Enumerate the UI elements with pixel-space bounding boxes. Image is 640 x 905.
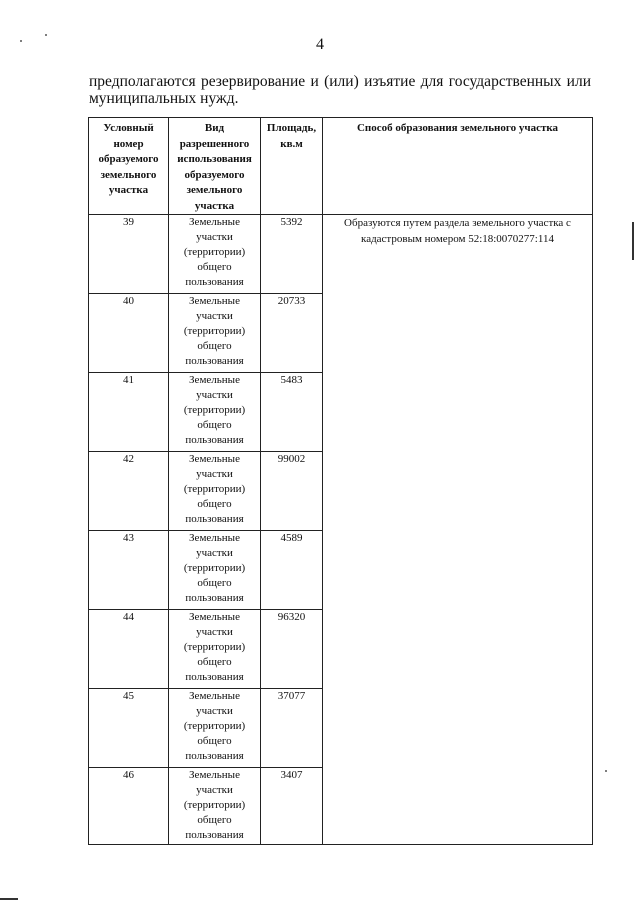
permitted-use-line: пользования — [185, 355, 244, 367]
table-body — [89, 215, 593, 845]
area-cell: 3407 — [261, 768, 323, 845]
area-cell: 5392 — [261, 215, 323, 294]
permitted-use-line: общего — [197, 735, 232, 747]
permitted-use-cell — [169, 373, 261, 452]
permitted-use-line: (территории) — [183, 325, 246, 337]
permitted-use-cell — [169, 610, 261, 689]
permitted-use-line: пользования — [185, 750, 244, 762]
parcel-number-cell: 42 — [89, 452, 169, 531]
scan-edge-mark — [0, 898, 18, 900]
header-parcel-number: Условный номер образуемого земельного участка — [89, 118, 169, 215]
permitted-use-line: участки — [196, 310, 233, 322]
header-permitted-use: Вид разрешенного использования образуемого земельного участка — [169, 118, 261, 215]
area-cell: 5483 — [261, 373, 323, 452]
scan-edge-mark — [632, 222, 634, 260]
table-header-row — [89, 118, 593, 215]
permitted-use-line: Земельные — [189, 453, 240, 465]
permitted-use-line: Земельные — [189, 611, 240, 623]
permitted-use-line: Земельные — [189, 690, 240, 702]
parcel-number-cell: 44 — [89, 610, 169, 689]
permitted-use-cell — [169, 215, 261, 294]
scan-speck — [20, 40, 22, 42]
page-number: 4 — [316, 36, 324, 53]
permitted-use-line: общего — [197, 261, 232, 273]
permitted-use-cell — [169, 531, 261, 610]
permitted-use-line: общего — [197, 419, 232, 431]
parcel-number-cell: 41 — [89, 373, 169, 452]
permitted-use-line: (территории) — [183, 246, 246, 258]
permitted-use-line: (территории) — [183, 720, 246, 732]
permitted-use-cell — [169, 768, 261, 845]
area-cell: 96320 — [261, 610, 323, 689]
permitted-use-line: участки — [196, 626, 233, 638]
permitted-use-line: (территории) — [183, 404, 246, 416]
permitted-use-line: (территории) — [183, 799, 246, 811]
permitted-use-line: общего — [197, 656, 232, 668]
permitted-use-line: (территории) — [183, 641, 246, 653]
permitted-use-line: пользования — [185, 592, 244, 604]
scan-speck — [605, 770, 607, 772]
table-row — [89, 215, 593, 294]
parcel-number-cell: 43 — [89, 531, 169, 610]
header-formation-method: Способ образования земельного участка — [323, 118, 593, 215]
parcels-table — [88, 117, 593, 845]
permitted-use-cell — [169, 452, 261, 531]
permitted-use-line: Земельные — [189, 374, 240, 386]
parcel-number-cell: 39 — [89, 215, 169, 294]
permitted-use-line: участки — [196, 231, 233, 243]
permitted-use-line: участки — [196, 705, 233, 717]
permitted-use-line: общего — [197, 814, 232, 826]
area-cell: 37077 — [261, 689, 323, 768]
area-cell: 99002 — [261, 452, 323, 531]
permitted-use-line: пользования — [185, 434, 244, 446]
permitted-use-cell — [169, 294, 261, 373]
area-cell: 4589 — [261, 531, 323, 610]
permitted-use-line: участки — [196, 784, 233, 796]
permitted-use-line: пользования — [185, 276, 244, 288]
permitted-use-line: Земельные — [189, 216, 240, 228]
permitted-use-line: общего — [197, 340, 232, 352]
permitted-use-line: участки — [196, 547, 233, 559]
intro-paragraph: предполагаются резервирование и (или) изъятие для государственных или муниципальных нужд. — [89, 73, 591, 107]
area-cell: 20733 — [261, 294, 323, 373]
permitted-use-line: (территории) — [183, 483, 246, 495]
permitted-use-cell — [169, 689, 261, 768]
header-area: Площадь, кв.м — [261, 118, 323, 215]
permitted-use-line: Земельные — [189, 295, 240, 307]
permitted-use-line: участки — [196, 468, 233, 480]
permitted-use-line: (территории) — [183, 562, 246, 574]
permitted-use-line: общего — [197, 577, 232, 589]
permitted-use-line: пользования — [185, 829, 244, 841]
formation-method-cell: Образуются путем раздела земельного участка с кадастровым номером 52:18:0070277:114 — [323, 215, 593, 845]
permitted-use-line: общего — [197, 498, 232, 510]
permitted-use-line: Земельные — [189, 769, 240, 781]
scan-speck — [45, 34, 47, 36]
parcel-number-cell: 45 — [89, 689, 169, 768]
permitted-use-line: Земельные — [189, 532, 240, 544]
parcel-number-cell: 46 — [89, 768, 169, 845]
permitted-use-line: пользования — [185, 671, 244, 683]
permitted-use-line: участки — [196, 389, 233, 401]
parcel-number-cell: 40 — [89, 294, 169, 373]
permitted-use-line: пользования — [185, 513, 244, 525]
